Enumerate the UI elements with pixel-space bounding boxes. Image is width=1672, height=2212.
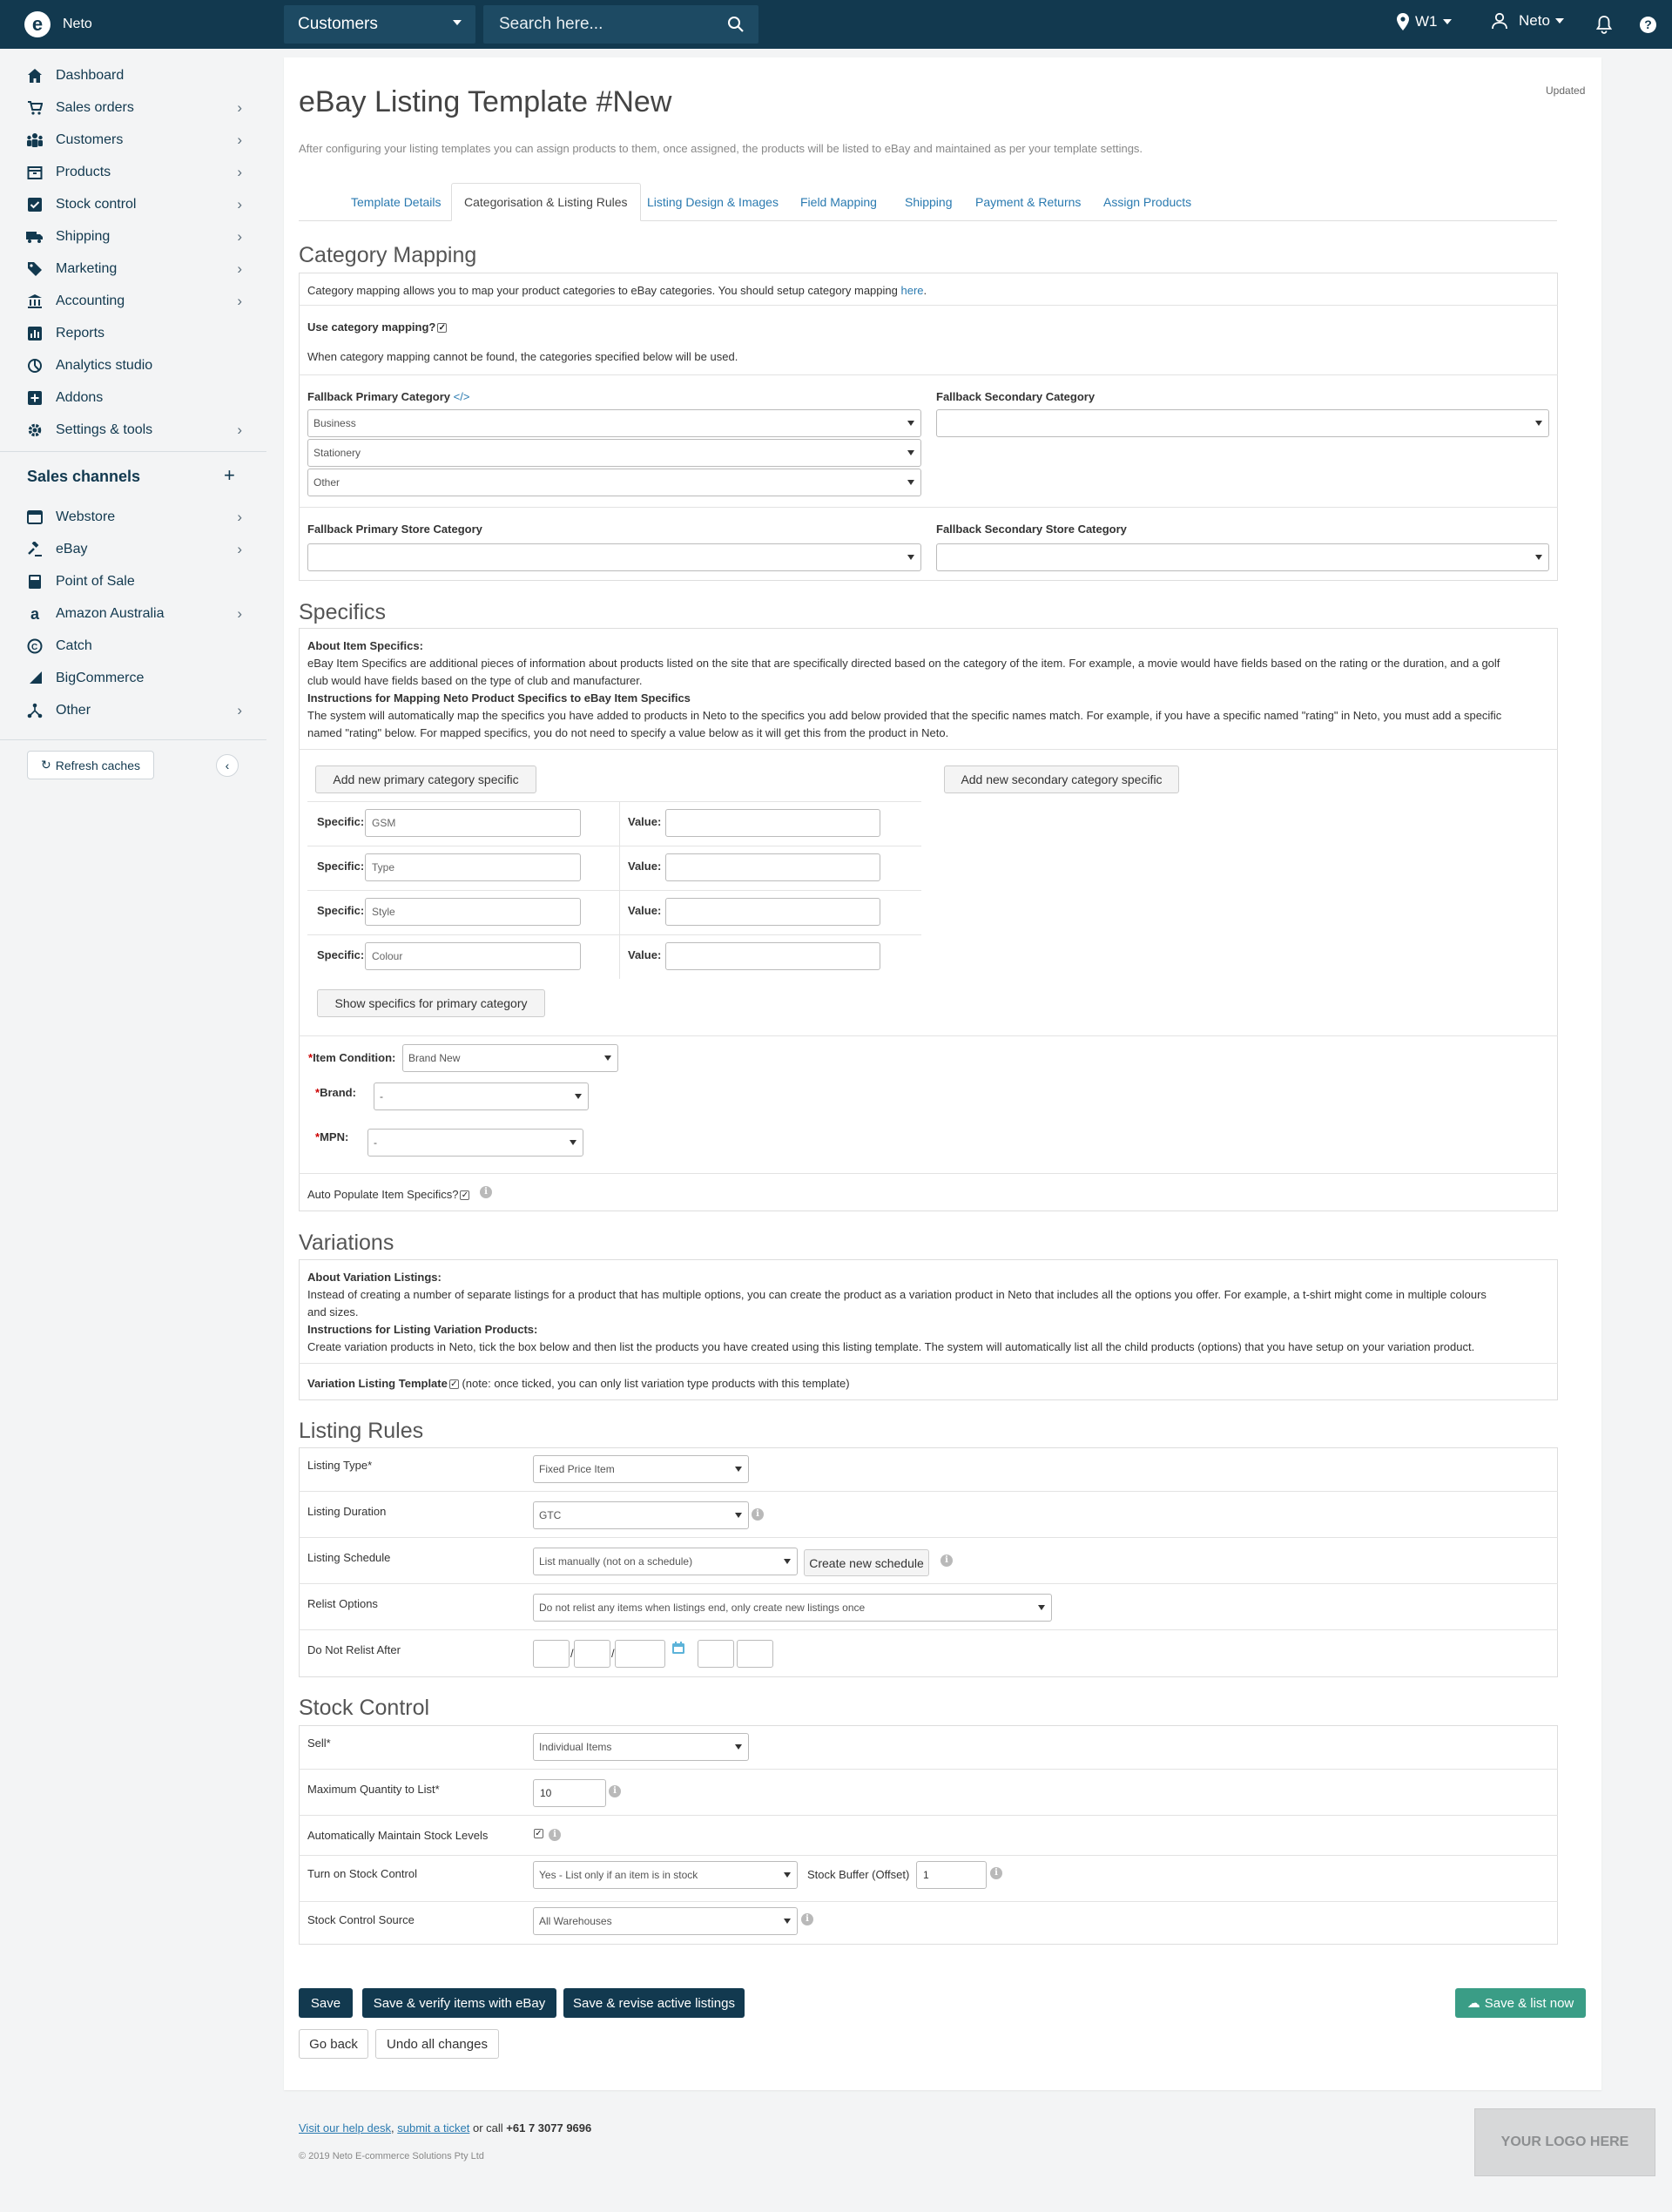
relist-options-label: Relist Options: [307, 1597, 378, 1610]
add-channel-icon[interactable]: +: [224, 464, 235, 486]
fallback-primary-category-select-1[interactable]: [307, 409, 921, 437]
sell-select[interactable]: [533, 1733, 749, 1761]
auto-maintain-checkbox[interactable]: ✓: [535, 1829, 543, 1838]
users-icon: [26, 132, 44, 149]
specific-name-input[interactable]: Style: [365, 898, 581, 926]
value-label: Value:: [628, 860, 662, 873]
tab-payment-returns[interactable]: Payment & Returns: [975, 195, 1082, 209]
item-condition-label: [308, 1051, 395, 1064]
fallback-primary-category-label: [307, 390, 469, 403]
do-not-relist-after-label: Do Not Relist After: [307, 1643, 401, 1656]
updated-status: Updated: [1546, 84, 1586, 97]
chevron-down-icon: [735, 1744, 742, 1750]
item-condition-select[interactable]: [402, 1044, 618, 1072]
info-icon[interactable]: i: [480, 1186, 492, 1198]
sidebar-item-label: Analytics studio: [56, 358, 153, 373]
svg-text:C: C: [31, 643, 38, 652]
fallback-note: When category mapping cannot be found, the categories specified below will be used.: [307, 350, 738, 363]
tab-assign-products[interactable]: Assign Products: [1103, 195, 1192, 209]
refresh-caches-button[interactable]: [27, 751, 154, 779]
chevron-down-icon: [907, 555, 914, 560]
select-value: Brand New: [408, 1052, 461, 1064]
select-value: List manually (not on a schedule): [539, 1555, 693, 1568]
save-list-now-label: Save & list now: [1484, 1995, 1574, 2011]
relist-year-input[interactable]: [615, 1640, 665, 1668]
fallback-primary-category-select-2[interactable]: [307, 439, 921, 467]
sidebar-item-label: Sales orders: [56, 100, 134, 115]
sidebar-item-addons[interactable]: [26, 386, 242, 410]
sidebar-item-label: Catch: [56, 638, 92, 653]
sidebar-item-stock-control[interactable]: [26, 192, 242, 217]
specific-value-input[interactable]: [665, 853, 880, 881]
sidebar-divider: [0, 451, 266, 452]
info-icon[interactable]: i: [549, 1829, 561, 1841]
specifics-heading: Specifics: [299, 600, 387, 624]
footer-comma: ,: [391, 2121, 394, 2134]
save-verify-button[interactable]: Save & verify items with eBay: [362, 1988, 556, 2018]
tab-field-mapping[interactable]: Field Mapping: [800, 195, 877, 209]
divider: [299, 1629, 1558, 1630]
specific-label: Specific:: [317, 904, 365, 917]
sidebar-item-label: Other: [56, 703, 91, 718]
tab-template-details[interactable]: Template Details: [351, 195, 442, 209]
sidebar-item-settings-tools[interactable]: [26, 418, 242, 442]
search-icon[interactable]: [727, 16, 745, 33]
fallback-primary-store-category-label: Fallback Primary Store Category: [307, 523, 482, 536]
divider: [307, 801, 921, 802]
divider: [299, 1815, 1558, 1816]
chevron-down-icon: [735, 1513, 742, 1518]
webstore-icon: [26, 509, 44, 526]
add-secondary-specific-button[interactable]: Add new secondary category specific: [944, 765, 1179, 793]
listing-type-select[interactable]: [533, 1455, 749, 1483]
select-value: All Warehouses: [539, 1915, 612, 1927]
chevron-down-icon: [784, 1559, 791, 1564]
go-back-button[interactable]: Go back: [299, 2029, 368, 2059]
select-value: GTC: [539, 1509, 562, 1521]
sales-channels-heading: Sales channels: [27, 468, 141, 485]
chevron-down-icon: [907, 480, 914, 485]
checklist-icon: [26, 196, 44, 213]
auto-populate: [307, 1188, 469, 1201]
sell-label: Sell*: [307, 1737, 331, 1750]
about-item-specifics-text-2: club would have fields based on the type of club and manufacturer.: [307, 674, 643, 687]
top-bar: [0, 0, 1672, 49]
add-primary-specific-button[interactable]: Add new primary category specific: [315, 765, 536, 793]
page-title: eBay Listing Template #New: [299, 85, 672, 118]
value-label: Value:: [628, 815, 662, 828]
sidebar-divider: [0, 739, 266, 740]
sidebar-item-label: Products: [56, 165, 111, 179]
chevron-down-icon: [575, 1094, 582, 1099]
chevron-right-icon: ›: [237, 509, 242, 525]
variation-note: (note: once ticked, you can only list variation type products with this template): [462, 1377, 850, 1390]
map-pin-icon: [1396, 12, 1410, 31]
use-category-mapping: [307, 320, 447, 334]
tab-shipping[interactable]: Shipping: [905, 195, 953, 209]
show-specifics-button[interactable]: Show specifics for primary category: [317, 989, 545, 1017]
specific-value-input[interactable]: [665, 942, 880, 970]
stock-buffer-input[interactable]: 1: [916, 1861, 987, 1889]
cart-icon: [26, 99, 44, 117]
chevron-down-icon: [1555, 18, 1564, 24]
select-value: Business: [314, 417, 356, 429]
bank-icon: [26, 293, 44, 310]
brand-label: [315, 1086, 356, 1099]
sidebar-item-label: Addons: [56, 390, 104, 405]
user-name: Neto: [1519, 12, 1550, 29]
box-icon: [26, 164, 44, 181]
brand-text: Brand:: [320, 1086, 356, 1099]
refresh-icon: ↻: [40, 758, 51, 772]
copyright: © 2019 Neto E-commerce Solutions Pty Ltd: [299, 2151, 484, 2161]
auto-populate-checkbox[interactable]: ✓: [461, 1190, 469, 1200]
gavel-icon: [26, 541, 44, 558]
about-variation-text-1: Instead of creating a number of separate listings for a product that has multiple options, you can create the product as a variation product in Neto that includes all the options you offer. For example, a t-shirt might come in multiple colours: [307, 1288, 1487, 1301]
variation-instructions-text: Create variation products in Neto, tick the box below and then list the products you have created using this listing template. The system will automatically list all the child products (options) that you have setup on your variation product.: [307, 1340, 1475, 1353]
info-icon[interactable]: i: [990, 1867, 1002, 1879]
required-mark: *: [315, 1086, 320, 1099]
chevron-right-icon: ›: [237, 196, 242, 212]
sidebar-item-label: Stock control: [56, 197, 137, 212]
stock-buffer-label: Stock Buffer (Offset): [807, 1868, 910, 1881]
use-category-mapping-checkbox[interactable]: ✓: [438, 323, 447, 333]
sidebar-item-label: Reports: [56, 326, 105, 341]
chevron-down-icon: [1038, 1605, 1045, 1610]
sidebar-item-dashboard[interactable]: [26, 64, 242, 88]
brand-name: Neto: [63, 17, 92, 31]
chevron-down-icon: [784, 1872, 791, 1878]
required-mark: *: [308, 1051, 314, 1064]
variation-listing-template: [307, 1377, 850, 1390]
select-value: Stationery: [314, 447, 361, 459]
chevron-right-icon: ›: [237, 421, 242, 438]
save-revise-button[interactable]: Save & revise active listings: [563, 1988, 745, 2018]
neto-logo-icon[interactable]: e: [24, 11, 51, 37]
fallback-primary-store-category-select[interactable]: [307, 543, 921, 571]
about-item-specifics-text-1: eBay Item Specifics are additional pieces of information about products listed on the site that are specifically directed based on the category of the item. For example, a movie would have fields based on the rating or the duration, and a golf: [307, 657, 1500, 670]
variation-listing-template-checkbox[interactable]: ✓: [450, 1379, 458, 1389]
bar-chart-icon: [26, 325, 44, 342]
specific-label: Specific:: [317, 815, 365, 828]
select-value: -: [374, 1136, 377, 1149]
sidebar-item-label: Accounting: [56, 293, 125, 308]
calendar-icon[interactable]: [671, 1641, 685, 1655]
chevron-down-icon: [604, 1055, 611, 1061]
select-value: Yes - List only if an item is in stock: [539, 1869, 698, 1881]
sidebar-item-label: Webstore: [56, 509, 116, 524]
divider: [299, 1537, 1558, 1538]
tab-bar: [299, 183, 1557, 221]
sidebar-item-bigcommerce[interactable]: [26, 666, 242, 691]
item-condition-text: Item Condition:: [313, 1051, 396, 1064]
listing-type-label: Listing Type*: [307, 1459, 373, 1472]
divider: [299, 1583, 1558, 1584]
tab-categorisation-listing-rules[interactable]: Categorisation & Listing Rules: [451, 183, 641, 221]
bell-icon[interactable]: [1596, 15, 1612, 34]
create-new-schedule-button[interactable]: Create new schedule: [804, 1549, 929, 1576]
select-value: Other: [314, 476, 340, 489]
amazon-icon: a: [30, 604, 39, 623]
location-label: W1: [1415, 13, 1438, 30]
divider: [299, 749, 1558, 750]
footer-call-text: or call: [472, 2121, 503, 2134]
collapse-sidebar-icon[interactable]: ‹: [216, 754, 239, 777]
auto-populate-label: Auto Populate Item Specifics?: [307, 1188, 459, 1201]
sidebar-item-accounting[interactable]: [26, 289, 242, 314]
sidebar-item-label: Dashboard: [56, 68, 125, 83]
divider: [299, 1901, 1558, 1902]
user-menu[interactable]: [1491, 12, 1564, 30]
sidebar-item-products[interactable]: [26, 160, 242, 185]
tab-listing-design-images[interactable]: Listing Design & Images: [647, 195, 779, 209]
chevron-down-icon: [1443, 19, 1452, 24]
gear-icon: [26, 421, 44, 439]
sidebar-item-analytics-studio[interactable]: [26, 354, 242, 378]
sidebar-item-label: Point of Sale: [56, 574, 135, 589]
undo-all-changes-button[interactable]: Undo all changes: [375, 2029, 499, 2059]
chevron-right-icon: ›: [237, 541, 242, 557]
fallback-secondary-category-select[interactable]: [936, 409, 1549, 437]
divider: [299, 507, 1558, 508]
date-separator: /: [611, 1647, 615, 1660]
mpn-label: [315, 1130, 348, 1143]
submit-ticket-link[interactable]: submit a ticket: [397, 2121, 470, 2134]
max-quantity-label: Maximum Quantity to List*: [307, 1783, 440, 1796]
sidebar-item-label: BigCommerce: [56, 671, 145, 685]
select-value: Fixed Price Item: [539, 1463, 615, 1475]
chevron-down-icon: [735, 1467, 742, 1472]
value-label: Value:: [628, 904, 662, 917]
help-icon[interactable]: ?: [1640, 17, 1656, 33]
chevron-down-icon: [907, 450, 914, 455]
stock-control-source-select[interactable]: [533, 1907, 798, 1935]
sidebar-item-catch[interactable]: [26, 634, 242, 658]
search-placeholder: Search here...: [499, 15, 603, 33]
mapping-instructions-text-1: The system will automatically map the specifics you have added to products in Neto to the specifics you add below provided that the specific names match. For example, if you have a specific named "rating" in Neto, you must add a specific: [307, 709, 1502, 722]
sidebar-item-point-of-sale[interactable]: [26, 570, 242, 594]
listing-schedule-select[interactable]: [533, 1548, 798, 1575]
about-variation-text-2: and sizes.: [307, 1305, 359, 1318]
footer-help: [299, 2121, 591, 2134]
info-icon[interactable]: i: [609, 1785, 621, 1797]
footer-phone: +61 7 3077 9696: [506, 2121, 592, 2134]
sidebar-item-shipping[interactable]: [26, 225, 242, 249]
sidebar-item-label: Shipping: [56, 229, 111, 244]
specific-label: Specific:: [317, 860, 365, 873]
category-mapping-intro: Category mapping allows you to map your product categories to eBay categories. You should setup category mapping here.: [307, 284, 927, 297]
chevron-right-icon: ›: [237, 132, 242, 148]
chevron-down-icon: [570, 1140, 576, 1145]
info-icon[interactable]: i: [801, 1913, 813, 1925]
divider: [307, 890, 921, 891]
plus-square-icon: [26, 389, 44, 407]
divider: [299, 305, 1558, 306]
date-separator: /: [570, 1647, 574, 1660]
chevron-down-icon: [1535, 555, 1542, 560]
module-select[interactable]: [284, 5, 475, 44]
sidebar-item-marketing[interactable]: [26, 257, 242, 281]
divider: [299, 374, 1558, 375]
specific-name-input[interactable]: GSM: [365, 809, 581, 837]
specific-name-input[interactable]: Colour: [365, 942, 581, 970]
variation-instructions-heading: Instructions for Listing Variation Products:: [307, 1323, 538, 1336]
variations-heading: Variations: [299, 1231, 394, 1255]
specific-value-input[interactable]: [665, 898, 880, 926]
fallback-secondary-store-category-select[interactable]: [936, 543, 1549, 571]
divider: [299, 1173, 1558, 1174]
home-icon: [26, 67, 44, 84]
divider: [299, 1769, 1558, 1770]
fallback-primary-category-select-3[interactable]: [307, 469, 921, 496]
specific-label: Specific:: [317, 948, 365, 961]
chevron-right-icon: ›: [237, 702, 242, 718]
chevron-down-icon: [784, 1919, 791, 1924]
relist-month-input[interactable]: [574, 1640, 610, 1668]
listing-duration-select[interactable]: [533, 1501, 749, 1529]
auto-maintain-label: Automatically Maintain Stock Levels: [307, 1829, 489, 1842]
code-icon[interactable]: </>: [453, 390, 470, 403]
value-label: Value:: [628, 948, 662, 961]
divider: [299, 1363, 1558, 1364]
variation-listing-template-label: Variation Listing Template: [307, 1377, 448, 1390]
fallback-secondary-category-label: Fallback Secondary Category: [936, 390, 1096, 403]
use-category-mapping-label: Use category mapping?: [307, 320, 436, 334]
chevron-right-icon: ›: [237, 99, 242, 116]
chevron-down-icon: [453, 20, 462, 25]
relist-options-select[interactable]: [533, 1594, 1052, 1622]
stock-control-source-label: Stock Control Source: [307, 1913, 415, 1926]
sidebar-item-label: Customers: [56, 132, 124, 147]
chevron-down-icon: [907, 421, 914, 426]
sidebar-item-reports[interactable]: [26, 321, 242, 346]
sidebar-item-label: Amazon Australia: [56, 606, 165, 621]
save-button[interactable]: Save: [299, 1988, 353, 2018]
about-variation-heading: About Variation Listings:: [307, 1271, 442, 1284]
divider: [299, 1035, 1558, 1036]
relist-day-input[interactable]: [533, 1640, 570, 1668]
share-icon: [26, 702, 44, 719]
specific-value-input[interactable]: [665, 809, 880, 837]
divider: [307, 934, 921, 935]
chevron-right-icon: ›: [237, 164, 242, 180]
about-item-specifics-heading: About Item Specifics:: [307, 639, 423, 652]
chevron-right-icon: ›: [237, 605, 242, 622]
mpn-text: MPN:: [320, 1130, 349, 1143]
catch-icon: [26, 637, 44, 655]
sidebar-item-webstore[interactable]: [26, 505, 242, 529]
sidebar-item-ebay[interactable]: [26, 537, 242, 562]
divider: [299, 1491, 1558, 1492]
specific-name-input[interactable]: Type: [365, 853, 581, 881]
help-desk-link[interactable]: Visit our help desk: [299, 2121, 391, 2134]
location-selector[interactable]: [1396, 12, 1452, 31]
info-icon[interactable]: i: [940, 1554, 953, 1567]
search-input[interactable]: [483, 5, 758, 44]
required-mark: *: [315, 1130, 320, 1143]
truck-icon: [26, 228, 44, 246]
sidebar-item-label: Marketing: [56, 261, 118, 276]
sidebar-item-label: Settings & tools: [56, 422, 153, 437]
fallback-secondary-store-category-label: Fallback Secondary Store Category: [936, 523, 1127, 536]
module-select-value: Customers: [298, 15, 378, 33]
mpn-select[interactable]: [367, 1129, 583, 1157]
sidebar-item-customers[interactable]: [26, 128, 242, 152]
chevron-right-icon: ›: [237, 228, 242, 245]
brand-select[interactable]: [374, 1082, 589, 1110]
sidebar-item-other[interactable]: [26, 698, 242, 723]
listing-schedule-label: Listing Schedule: [307, 1551, 391, 1564]
tag-icon: [26, 260, 44, 278]
refresh-caches-label: Refresh caches: [55, 758, 140, 772]
sidebar-item-sales-orders[interactable]: [26, 96, 242, 120]
select-value: Do not relist any items when listings end, only create new listings once: [539, 1602, 866, 1614]
fallback-primary-category-text: Fallback Primary Category: [307, 390, 451, 403]
category-mapping-link[interactable]: here: [900, 284, 924, 297]
chevron-down-icon: [1535, 421, 1542, 426]
pos-icon: [26, 573, 44, 590]
mapping-instructions-heading: Instructions for Mapping Neto Product Specifics to eBay Item Specifics: [307, 691, 691, 705]
category-mapping-heading: Category Mapping: [299, 243, 477, 267]
sidebar-item-label: eBay: [56, 542, 88, 556]
page-subtitle: After configuring your listing templates you can assign products to them, once assigned, the products will be listed to eBay and maintained as per your template settings.: [299, 142, 1143, 155]
analytics-icon: [26, 357, 44, 374]
listing-duration-label: Listing Duration: [307, 1505, 387, 1518]
relist-hour-input[interactable]: [698, 1640, 734, 1668]
listing-rules-heading: Listing Rules: [299, 1419, 424, 1443]
chevron-right-icon: ›: [237, 293, 242, 309]
logo-placeholder: YOUR LOGO HERE: [1474, 2108, 1655, 2176]
turn-on-stock-control-select[interactable]: [533, 1861, 798, 1889]
save-list-now-button[interactable]: [1455, 1988, 1586, 2018]
stock-control-heading: Stock Control: [299, 1696, 430, 1720]
divider: [299, 1855, 1558, 1856]
cloud-upload-icon: ☁: [1466, 1996, 1480, 2011]
category-mapping-intro-text: Category mapping allows you to map your product categories to eBay categories. You should setup category mapping: [307, 284, 898, 297]
turn-on-stock-control-label: Turn on Stock Control: [307, 1867, 417, 1880]
relist-minute-input[interactable]: [737, 1640, 773, 1668]
select-value: Individual Items: [539, 1741, 612, 1753]
info-icon[interactable]: i: [752, 1508, 764, 1521]
sidebar-item-amazon-australia[interactable]: [26, 602, 242, 626]
select-value: -: [380, 1090, 383, 1103]
mapping-instructions-text-2: named "rating" below. For mapped specifics, you do not need to specify a value below as it will get this from the product in Neto.: [307, 726, 949, 739]
user-icon: [1491, 12, 1508, 30]
max-quantity-input[interactable]: 10: [533, 1779, 606, 1807]
chevron-right-icon: ›: [237, 260, 242, 277]
bigcommerce-icon: [26, 670, 44, 687]
